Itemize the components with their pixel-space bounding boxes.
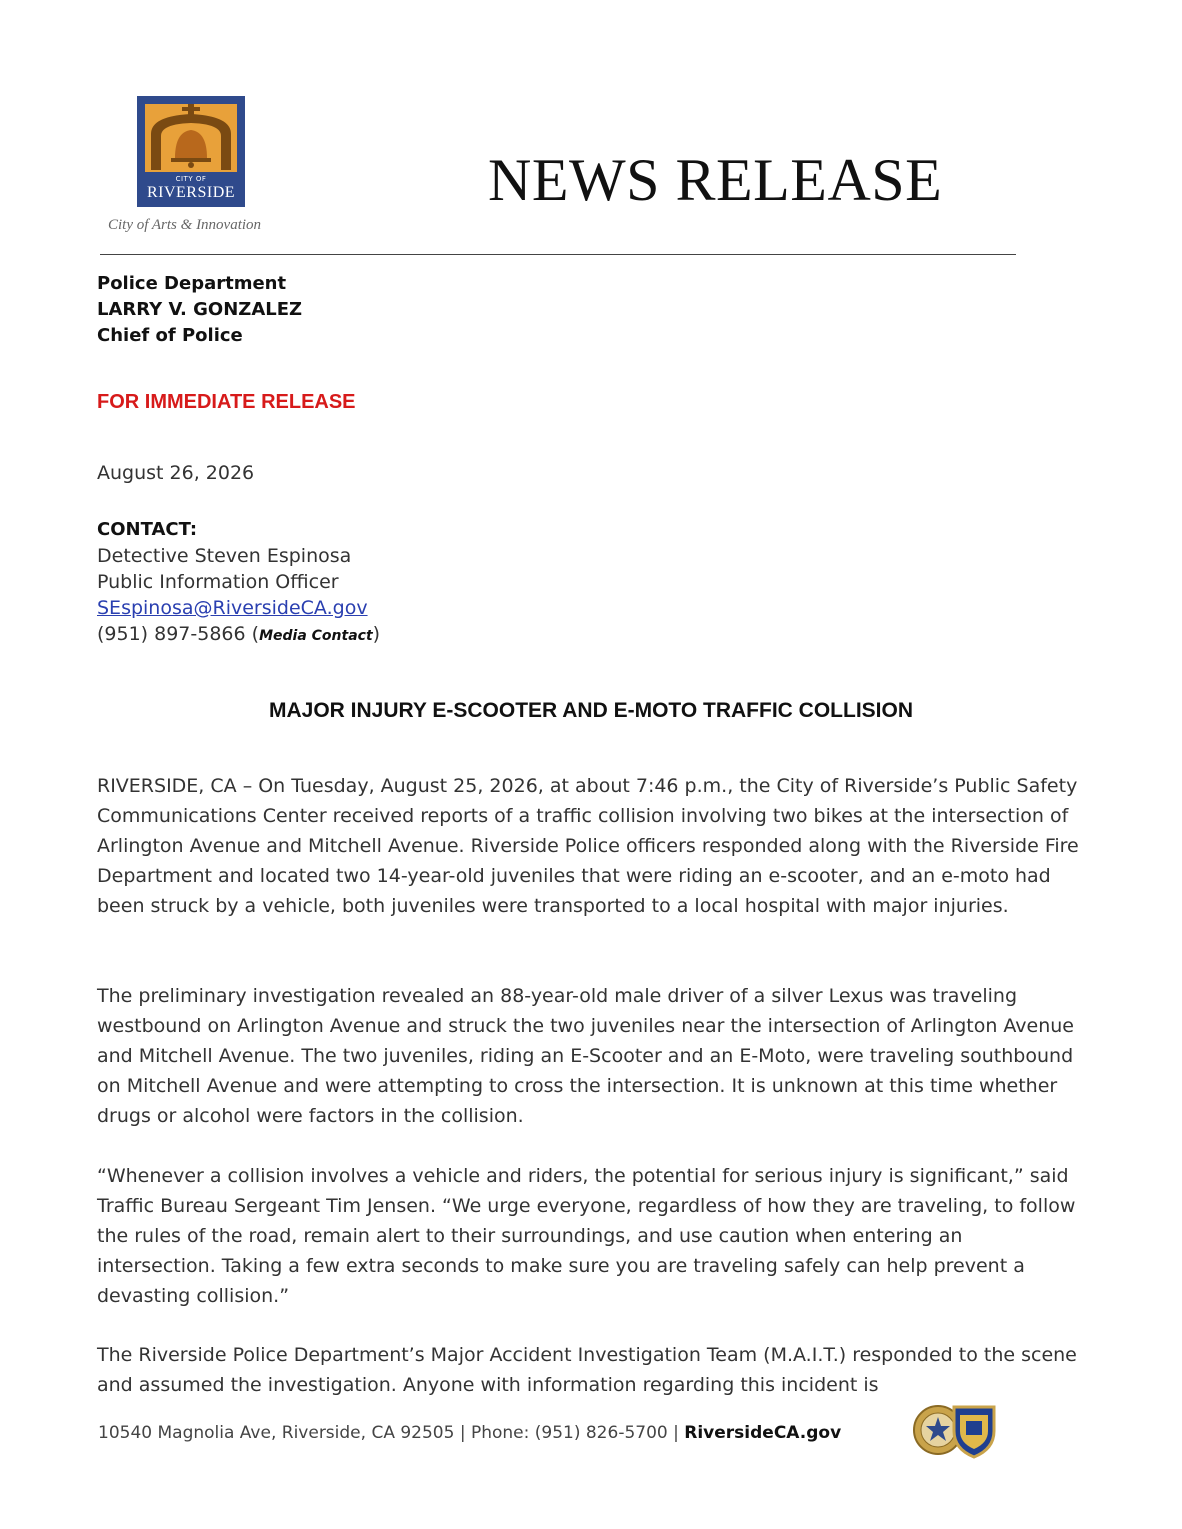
department-block — [97, 271, 302, 349]
paragraph-investigation: The preliminary investigation revealed an 88-year-old male driver of a silver Lexus was traveling westbound on Arlington Avenue and struck the two juveniles near the intersection of Arlington Avenue and Mitchell Avenue. The two juveniles, riding an E-Scooter and an E-Moto, were traveling southbound on Mitchell Avenue and were attempting to cross the intersection. It is unknown at this time whether drugs or alcohol were factors in the collision. — [97, 985, 1074, 1127]
release-date: August 26, 2026 — [97, 462, 255, 484]
page-title: NEWS RELEASE — [488, 147, 943, 213]
logo-city-of-text: CITY OF — [175, 175, 207, 183]
paragraph-incident: RIVERSIDE, CA – On Tuesday, August 25, 2026, at about 7:46 p.m., the City of Riverside’s Public Safety Communications Center received reports of a traffic collision involving two bikes at the intersection of Arlington Avenue and Mitchell Avenue. Riverside Police officers responded along with the Riverside Fire Department and located two 14-year-old juveniles that were riding an e-scooter, and an e-moto had been struck by a vehicle, both juveniles were transported to a local hospital with major injuries. — [97, 775, 1079, 917]
contact-email-link[interactable]: SEspinosa@RiversideCA.gov — [97, 597, 368, 619]
footer-address: 10540 Magnolia Ave, Riverside, CA 92505 | Phone: (951) 826-5700 | — [98, 1423, 685, 1443]
contact-label: CONTACT: — [97, 519, 198, 540]
logo-tagline: City of Arts & Innovation — [108, 217, 262, 233]
logo-bell-panel — [145, 104, 237, 172]
media-close-paren: ) — [372, 623, 381, 645]
paragraph-quote: “Whenever a collision involves a vehicle and riders, the potential for serious injury is significant,” said Traffic Bureau Sergeant Tim Jensen. “We urge everyone, regardless of how they are traveling, to follow the rules of the road, remain alert to their surroundings, and use caution when entering an intersection. Taking a few extra seconds to make sure you are traveling safely can help prevent a devasting collision.” — [97, 1165, 1076, 1307]
contact-phone: (951) 897-5866 — [97, 623, 246, 645]
release-label: FOR IMMEDIATE RELEASE — [97, 391, 356, 413]
media-open-paren: ( — [251, 623, 260, 645]
contact-name: Detective Steven Espinosa — [97, 545, 352, 567]
police-shield-patch-icon — [950, 1401, 998, 1459]
logo-riverside-text: RIVERSIDE — [146, 184, 236, 201]
city-of-riverside-logo — [137, 96, 245, 207]
release-title: MAJOR INJURY E-SCOOTER AND E-MOTO TRAFFIC COLLISION — [268, 699, 914, 722]
chief-name: LARRY V. GONZALEZ — [97, 299, 303, 320]
contact-block — [97, 517, 380, 649]
header-divider — [100, 254, 1016, 255]
chief-title: Chief of Police — [97, 325, 243, 346]
contact-role: Public Information Officer — [97, 571, 339, 593]
bell-icon — [145, 104, 237, 172]
department-name: Police Department — [97, 273, 287, 294]
footer-website-link[interactable]: RiversideCA.gov — [684, 1423, 842, 1443]
paragraph-mait: The Riverside Police Department’s Major Accident Investigation Team (M.A.I.T.) responded to the scene and assumed the investigation. Anyone with information regarding this incident is — [97, 1344, 1077, 1396]
footer — [98, 1423, 841, 1443]
media-contact-label: Media Contact — [259, 628, 373, 644]
contact-phone-line — [97, 621, 380, 649]
